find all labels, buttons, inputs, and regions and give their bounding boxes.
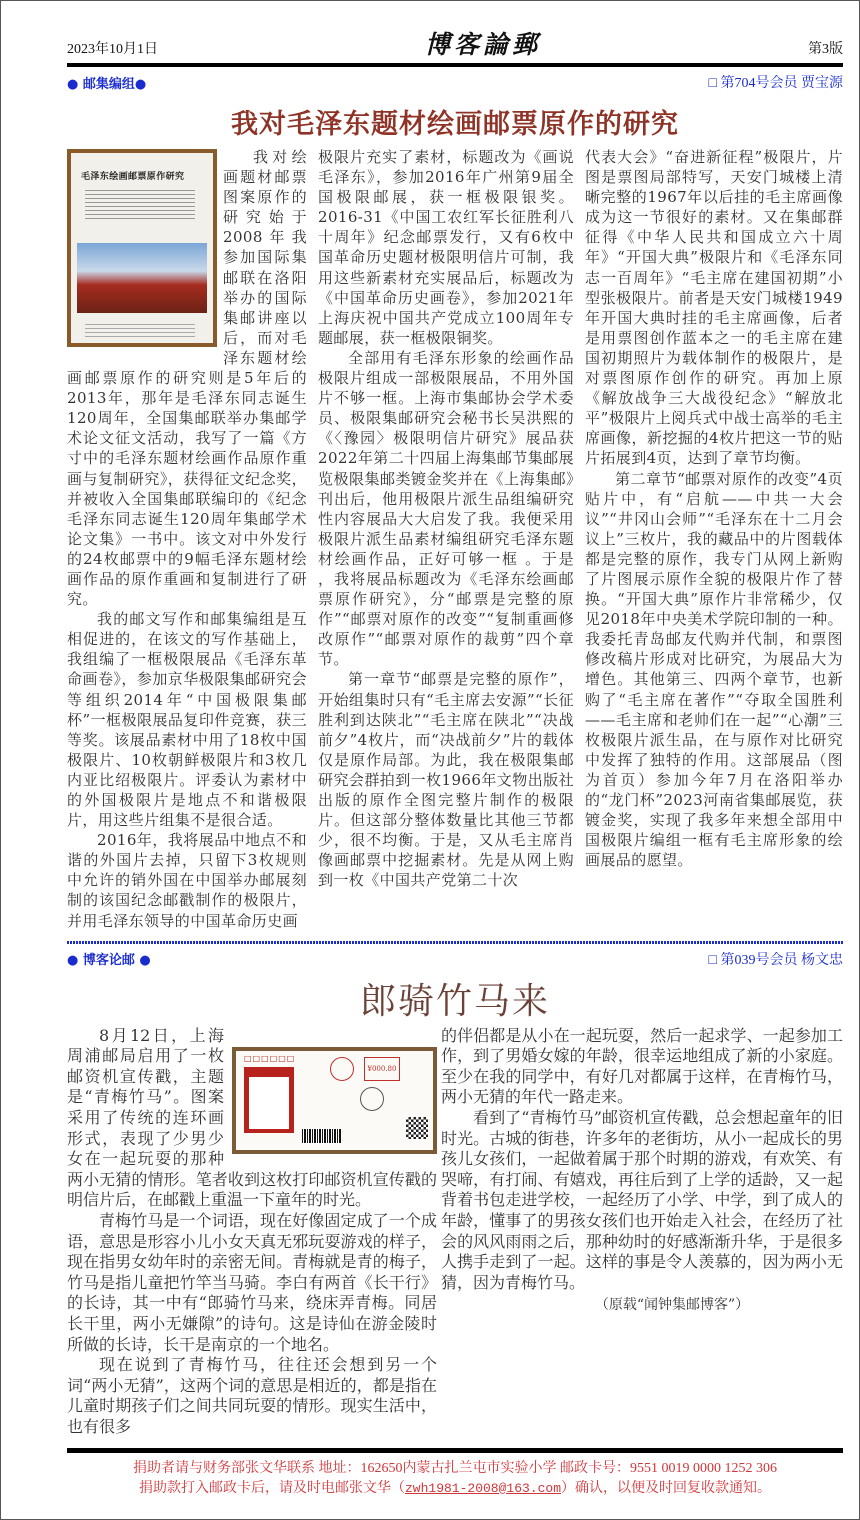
article-body [67, 1026, 843, 1438]
paragraph: 我对绘画题材邮票图案原作的研究始于2008年我参加国际集邮联在洛阳举办的国际集邮讲座以后，而对毛泽东题材绘画邮票原作的研究则是5年后的2013年，那年是毛泽东同志诞生120周年，全国集邮联举办集邮学术论文征文活动，我写了一篇《方寸中的毛泽东题材绘画作品原作重画与复制研究》，获得征文纪念奖，并被收入全国集邮联编印的《纪念毛泽东同志诞生120周年集邮学术论文集》一书中。该文对中外发行的24枚邮票中的9幅毛泽东题材绘画作品的原作重画和复制进行了研究。 [67, 148, 307, 609]
paragraph: 的伴侣都是从小在一起玩耍，然后一起求学、一起参加工作，到了男婚女嫁的年龄，很幸运地组成了新的小家庭。至少在我的同学中，有好几对都属于这样，在青梅竹马，两小无猜的年代一路走来。 [441, 1025, 843, 1107]
article-title: 郎骑竹马来 [359, 980, 550, 1022]
exhibit-cover-title: 毛泽东绘画邮票原作研究 [81, 172, 185, 182]
barcode-icon [302, 1129, 342, 1143]
paragraph: 第二章节“邮票对原作的改变”4页贴片中，有“启航——中共一大会议”“井冈山会师”“毛泽东在十二月会议上”三枚片，我的藏品中的片图载体都是完整的原作，我专门从网上新购了片图展示原作全貌的极限片作了替换。“开国大典”原作片非常稀少，仅见2018年中央美术学院印制的一种。我委托青岛邮友代购并代制，和票图修改稿片形成对比研究，为展品大为增色。其他第三、四两个章节，也新购了“毛主席在著作”“夺取全国胜利——毛主席和老帅们在一起”“心潮”三枚极限片派生品，在与原作对比研究中发挥了独特的作用。这部展品（图为首页）参加今年7月在洛阳举办的“龙门杯”2023河南省集邮展览，获镀金奖，实现了我多年来想全部用中国极限片编组一框有毛主席形象的绘画展品的愿望。 [585, 469, 843, 870]
article-column-2 [318, 147, 574, 890]
masthead-logo: 博客論郵 [424, 30, 541, 59]
footer-donation-info: 捐助者请与财务部张文华联系 地址：162650内蒙古扎兰屯市实验小学 邮政卡号：9551 0019 0000 1252 306 [133, 1460, 777, 1476]
section-divider [67, 941, 843, 944]
paragraph: 2016年，我将展品中地点不和谐的外国片去掉，只留下3枚规则中允许的销外国在中国举办邮展刻制的该国纪念邮戳制作的极限片，并用毛泽东领导的中国革命历史画 [67, 831, 307, 930]
section-label-stamp-collecting: ● 邮集编组● [67, 76, 147, 92]
exhibit-cover-image [67, 149, 217, 347]
paragraph: 8月12日，上海周浦邮局启用了一枚邮资机宣传戳，主题是“青梅竹马”。图案采用了传统的连环画形式，表现了少男少女在一起玩耍的那种两小无猜的情形。笔者收到这枚打印邮资机宣传戳的明信片后，在邮戳上重温一下童年的时光。 [67, 1025, 437, 1210]
footer-text: ）确认，以便及时回复收款通知。 [561, 1480, 772, 1496]
qr-code-icon [406, 1117, 428, 1139]
source-note: （原载“闻钟集邮博客”） [594, 1297, 750, 1314]
footer-text: 捐助款打入邮政卡后，请及时电邮张文华（ [138, 1480, 405, 1496]
article-title: 我对毛泽东题材绘画邮票原作的研究 [231, 109, 679, 140]
page-header [67, 29, 843, 61]
postcard-text-panel [249, 1077, 289, 1129]
paragraph: 全部用有毛泽东形象的绘画作品极限片组成一部极限展品，不用外国片不够一框。上海市集邮协会学术委员、极限集邮研究会秘书长吴洪熙的《〈豫园〉极限明信片研究》展品获2022年第二十四届上海集邮节集邮展览极限集邮类镀金奖并在《上海集邮》刊出后，他用极限片派生品组编研究性内容展品大大启发了我。我便采用极限片派生品素材编组研究毛泽东题材绘画作品，正好可够一框 。于是 ，我将展品标题改为《毛泽东绘画邮票原作研究》，分“邮票是完整的原作”“邮票对原作的改变”“复制重画修改原作”“邮票对原作的裁剪”四个章节。 [318, 348, 574, 669]
paragraph: 代表大会》“奋进新征程”极限片，片图是票图局部特写，天安门城楼上清晰完整的1967年以后挂的毛主席画像成为这一节很好的素材。又在集邮群征得《中华人民共和国成立六十周年》“开国大典”极限片和《毛泽东同志一百周年》“毛主席在建国初期”小型张极限片。前者是天安门城楼1949年开国大典时挂的毛主席画像，后者是用票图创作蓝本之一的毛主席在建国初期照片为载体制作的极限片，是对票图原作创作的研究。再加上原《解放战争三大战役纪念》“解放北平”极限片上阅兵式中战士高举的毛主席画像，新挖掘的4枚片把这一节的贴片拓展到4页，达到了章节均衡。 [585, 148, 843, 468]
article-body [67, 147, 843, 931]
cover-text-lines [85, 187, 195, 221]
edition-number: 第3版 [807, 42, 843, 57]
article-column-3 [585, 147, 843, 870]
paragraph: 第一章节“邮票是完整的原作”，开始组集时只有“毛主席去安源”“长征胜利到达陕北”“毛主席在陕北”“决战前夕”4枚片，而“决战前夕”片的载体仅是原作局部。为此，我在极限集邮研究会群拍到一枚1966年文物出版社出版的原作全图完整片制作的极限片。但这部分整体数量比其他三节都少，很不均衡。于是，又从毛主席肖像画邮票中挖掘素材。先是从网上购到一枚《中国共产党第二十次 [318, 670, 574, 890]
article-column-1 [67, 1026, 437, 1438]
postage-meter-stamp: ¥000.80 [364, 1057, 400, 1081]
author-byline: □ 第039号会员 杨文忠 [708, 952, 843, 968]
postcard-red-panel [244, 1067, 294, 1133]
cover-text-lines [85, 321, 195, 339]
paragraph: 现在说到了青梅竹马，往往还会想到另一个词“两小无猜”，这两个词的意思是相近的，都是指在儿童时期孩子们之间共同玩耍的情形。现实生活中，也有很多 [67, 1355, 437, 1436]
author-byline: □ 第704号会员 贾宝源 [708, 76, 843, 91]
footer-donation-note [67, 1479, 843, 1499]
email-link[interactable]: zwh1981-2008@163.com [404, 1480, 562, 1496]
paragraph: 极限片充实了素材，标题改为《画说毛泽东》，参加2016年广州第9届全国极限邮展，获一框极限银奖。2016-31《中国工农红军长征胜利八十周年》纪念邮票发行，又有6枚中国革命历史题材极限明信片可制，我用这些新素材充实展品后，标题改为《中国革命历史画卷》，参加2021年上海庆祝中国共产党成立100周年专题邮展，获一框极限铜奖。 [318, 148, 574, 347]
article-column-2 [441, 1026, 843, 1316]
article-header-row [67, 72, 843, 92]
cancellation-mark-icon [360, 1087, 384, 1111]
footer-rule [67, 1448, 843, 1453]
postcode-boxes: □□□□□□ [244, 1053, 296, 1063]
paragraph: 我的邮文写作和邮集编组是互相促进的，在该文的写作基础上，我组编了一框极限展品《毛泽东革命画卷》，参加京华极限集邮研究会等组织2014年“中国极限集邮杯”一框极限展品复印件竞赛，获三等奖。该展品素材中用了18枚中国极限片、10枚朝鲜极限片和3枚几内亚比绍极限片。评委认为素材中的外国极限片是地点不和谐极限片，用这些片组集不是很合适。 [67, 610, 307, 830]
postmark-icon [330, 1057, 354, 1081]
paragraph: 青梅竹马是一个词语，现在好像固定成了一个成语，意思是形容小儿小女天真无邪玩耍游戏的样子，现在指男女幼年时的亲密无间。青梅就是青的梅子，竹马是指儿童把竹竿当马骑。李白有两首《长干行》的长诗，其一中有“郎骑竹马来，绕床弄青梅。同居长干里，两小无嫌隙”的诗句。这是诗仙在游金陵时所做的长诗，长干是南京的一个地名。 [67, 1211, 437, 1354]
article-column-1 [67, 147, 307, 931]
cover-painting [77, 243, 207, 313]
paragraph: 看到了“青梅竹马”邮资机宣传戳，总会想起童年的旧时光。古城的街巷，许多年的老街坊，从小一起成长的男孩儿女孩们，一起做着属于那个时期的游戏，有欢笑、有哭啼，有打闹、有嬉戏，再往后到了上学的适龄，又一起背着书包走进学校，一起经历了小学、中学，到了成人的年龄，懂事了的男孩女孩们也开始走入社会，在经历了社会的风风雨雨之后，那种幼时的好感渐渐升华，于是很多人携手走到了一起。这样的事是令人羡慕的，因为两小无猜，因为青梅竹马。 [441, 1108, 843, 1292]
issue-date: 2023年10月1日 [67, 42, 158, 57]
postcard-image [232, 1047, 437, 1154]
section-label-blog: ● 博客论邮 ● [67, 953, 151, 969]
header-rule [67, 63, 843, 67]
article-header-row [67, 949, 843, 969]
